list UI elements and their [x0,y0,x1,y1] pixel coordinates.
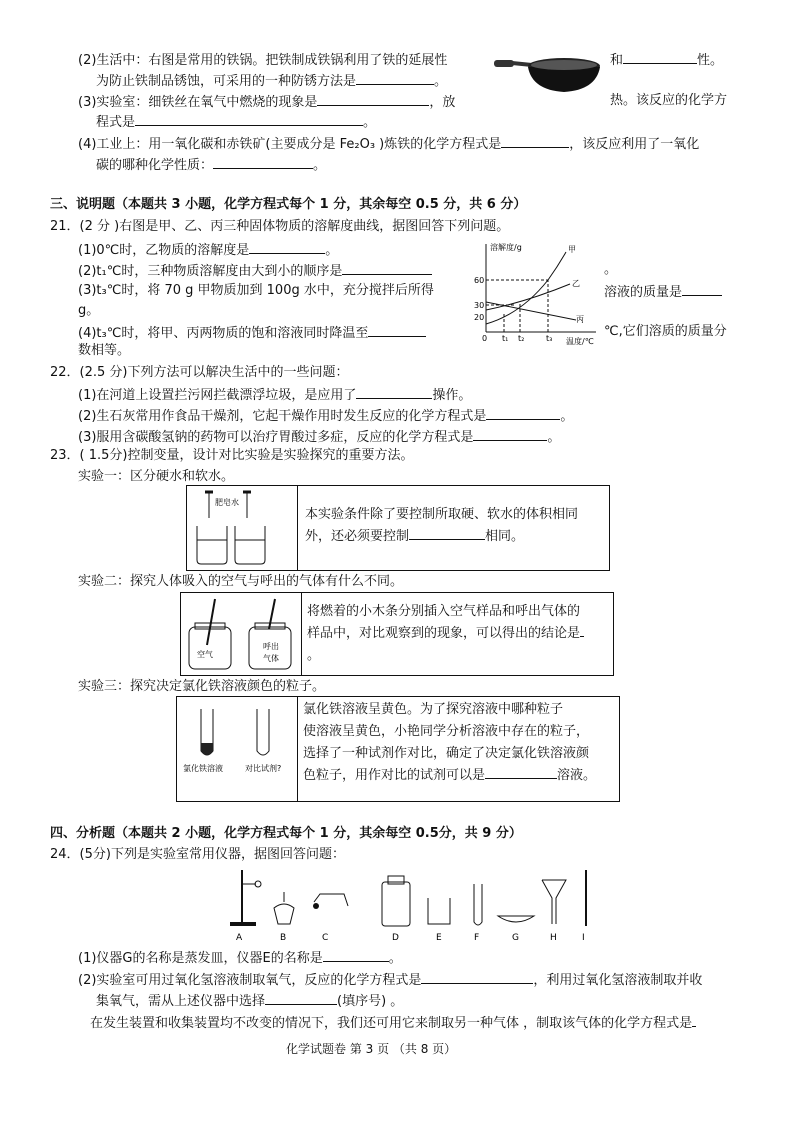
exp1-t3: 相同。 [485,529,525,544]
q21-l1a: (1)0℃时，乙物质的溶解度是 [78,243,250,258]
exp3-img-compare: 对比试剂? [245,764,282,773]
instrument-label-e: E [436,933,442,943]
xtick-t1: t₁ [502,334,509,343]
q21-line3-right [604,282,722,302]
q20-l2e: 。 [434,74,448,89]
q22-line1 [78,385,471,405]
xtick-0: 0 [482,334,488,343]
q24-l1b: 。 [388,951,402,966]
q21-line4b [78,342,130,360]
answer-blank[interactable] [213,155,313,169]
q21-l2a: (2)t₁℃时，三种物质溶解度由大到小的顺序是 [78,264,343,279]
x-axis-label: 温度/℃ [566,337,594,346]
exp3-text [303,699,617,787]
q21-l1b: 。 [325,243,339,258]
q20-l4b: ，该反应利用了一氧化 [569,137,700,152]
lab-instruments-image [222,862,602,946]
q20-l3b: ，放 [429,95,456,110]
q24-line2 [78,970,702,990]
exp1-text [305,504,605,548]
q20-l3d: 程式是 [96,115,136,130]
table-divider [301,593,302,675]
page-footer: 化学试题卷 第 3 页 （共 8 页） [286,1042,457,1056]
exp3-t4: 色粒子，用作对比的试剂可以是 [303,768,486,783]
answer-blank[interactable] [249,240,325,254]
exp1-beakers-image [189,488,295,568]
curve-yi [486,284,570,310]
answer-blank[interactable] [580,623,584,637]
exp2-img-air: 空气 [197,650,213,659]
answer-blank[interactable] [409,526,485,540]
answer-blank[interactable] [421,970,533,984]
section-3-title: 三、说明题（本题共 3 小题，化学方程式每个 1 分，其余每空 0.5 分，共 6 分） [50,197,527,212]
exp2-img-exhaled-2: 气体 [263,654,279,663]
answer-blank[interactable] [501,134,569,148]
exp2-jars-image [183,595,299,673]
label-jia: 甲 [568,245,576,254]
q22-line2 [78,406,573,426]
q20-line3b [96,112,376,132]
q20-l2c: 性。 [697,53,724,68]
answer-blank[interactable] [485,765,557,779]
q20-line2b [96,71,447,91]
q20-line3 [78,92,455,112]
exp2-t3: 。 [307,648,321,663]
q20-line2 [78,50,447,70]
answer-blank[interactable] [356,71,434,85]
label-bing: 丙 [576,315,584,324]
instrument-label-d: D [392,933,399,943]
q22-head: 22．(2.5 分)下列方法可以解决生活中的一些问题： [50,365,349,380]
exp2-img-exhaled-1: 呼出 [263,642,279,651]
q21-l4c: 数相等。 [78,343,131,358]
exp2-text [307,601,609,667]
q24-l1a: (1)仪器G的名称是蒸发皿，仪器E的名称是 [78,951,323,966]
instrument-label-h: H [550,933,557,943]
q22-l1b: 操作。 [432,388,472,403]
answer-blank[interactable] [323,948,389,962]
q22-l3a: (3)服用含碳酸氢钠的药物可以治疗胃酸过多症，反应的化学方程式是 [78,430,474,445]
q20-l3a: (3)实验室：细铁丝在氧气中燃烧的现象是 [78,95,318,110]
table-divider [297,486,298,570]
xtick-t2: t₂ [518,334,525,343]
answer-blank[interactable] [265,991,337,1005]
iron-wok-image [492,50,604,96]
q20-l2b: 和 [610,53,624,68]
q24-line2b [96,991,403,1011]
q21-l4b: ℃,它们溶质的质量分 [604,324,727,339]
answer-blank[interactable] [342,261,432,275]
answer-blank[interactable] [356,385,432,399]
exp3-img-fecl3: 氯化铁溶液 [183,764,223,773]
q22-l1a: (1)在河道上设置拦污网拦截漂浮垃圾，是应用了 [78,388,357,403]
q21-head-text: 21．(2 分 )右图是甲、乙、丙三种固体物质的溶解度曲线，据图回答下列问题。 [50,219,510,234]
q21-line4-right [604,323,727,341]
q20-line4 [78,134,699,154]
q21-l3c: g。 [78,303,100,318]
q20-l2d: 为防止铁制品锈蚀，可采用的一种防锈方法是 [96,74,357,89]
instrument-label-g: G [512,933,519,943]
q23-head: 23．( 1.5分)控制变量，设计对比实验是实验探究的重要方法。 [50,448,414,463]
exp3-tubes-image [179,699,295,799]
q21-line4 [78,323,426,343]
exp3-t5: 溶液。 [557,768,597,783]
q22-l2a: (2)生石灰常用作食品干燥剂，它起干燥作用时发生反应的化学方程式是 [78,409,487,424]
answer-blank[interactable] [317,92,429,106]
exp2-t2: 样品中，对比观察到的现象，可以得出的结论是 [307,626,581,641]
exp2-table [180,592,614,676]
q24-line1 [78,948,402,968]
exp1-img-label: 肥皂水 [215,498,239,507]
q21-line2-end [604,261,617,279]
exp1-t2: 外，还必须要控制 [305,529,410,544]
section-4-title: 四、分析题（本题共 2 小题，化学方程式每个 1 分，其余每空 0.5分，共 9 分） [50,826,522,841]
ytick-20: 20 [474,313,485,322]
q22-l2b: 。 [560,409,574,424]
instrument-label-a: A [236,933,243,943]
ytick-60: 60 [474,276,485,285]
q22-l3b: 。 [547,430,561,445]
label-yi: 乙 [572,279,580,288]
q24-l2d: (填序号) 。 [337,994,404,1009]
q22-line3 [78,427,560,447]
instrument-label-b: B [280,933,287,943]
answer-blank[interactable] [473,427,547,441]
curve-jia [486,252,566,324]
q20-l2a: (2)生活中：右图是常用的铁锅。把铁制成铁锅利用了铁的延展性 [78,53,448,68]
answer-blank[interactable] [623,50,697,64]
q24-l2b: ，利用过氧化氢溶液制取并收 [533,973,703,988]
answer-blank[interactable] [692,1013,696,1027]
q20-l3c: 热。该反应的化学方 [610,93,728,108]
q23-exp1-title: 实验一：区分硬水和软水。 [78,469,235,484]
q21-line2 [78,261,432,281]
curve-bing [486,302,576,320]
q21-line1 [78,240,338,260]
q24-line3 [90,1013,696,1033]
q21-line3 [78,282,434,300]
ytick-30: 30 [474,301,485,310]
q24-l2a: (2)实验室可用过氧化氢溶液制取氧气，反应的化学方程式是 [78,973,422,988]
instrument-label-f: F [474,933,480,943]
exp2-t1: 将燃着的小木条分别插入空气样品和呼出气体的 [307,604,581,619]
q24-l3: 在发生装置和收集装置均不改变的情况下，我们还可用它来制取另一种气体 ，制取该气体的化学方程式是 [90,1016,693,1031]
q20-l4a: (4)工业上：用一氧化碳和赤铁矿(主要成分是 Fe₂O₃ )炼铁的化学方程式是 [78,137,502,152]
xtick-t3: t₃ [546,334,553,343]
q21-l3a: (3)t₃℃时，将 70 g 甲物质加到 100g 水中，充分搅拌后所得 [78,283,434,298]
q21-head [50,218,509,236]
q20-l3e: 。 [363,115,377,130]
solubility-chart [466,240,602,348]
exp1-t1: 本实验条件除了要控制所取硬、软水的体积相同 [305,507,579,522]
instrument-label-i: I [582,933,585,943]
q20-line4b [96,155,326,175]
exp3-t2: 使溶液呈黄色，小艳同学分析溶液中存在的粒子， [303,724,590,739]
answer-blank[interactable] [368,323,426,337]
q23-exp3-title: 实验三：探究决定氯化铁溶液颜色的粒子。 [78,679,326,694]
answer-blank[interactable] [135,112,363,126]
q21-line3b [78,302,99,320]
q20-line3-right [610,92,727,110]
answer-blank[interactable] [486,406,560,420]
q24-l2c: 集氧气，需从上述仪器中选择 [96,994,266,1009]
exp3-table [176,696,620,802]
table-divider [297,697,298,801]
q21-l2b: 。 [604,262,618,277]
q23-exp2-title: 实验二：探究人体吸入的空气与呼出的气体有什么不同。 [78,574,404,589]
q20-line2-right [610,50,723,70]
y-axis-label: 溶解度/g [490,243,522,252]
q20-l4c: 碳的哪种化学性质： [96,158,214,173]
exp3-t3: 选择了一种试剂作对比，确定了决定氯化铁溶液颜 [303,746,590,761]
answer-blank[interactable] [682,282,722,296]
q21-l3b: 溶液的质量是 [604,285,683,300]
q20-l4d: 。 [313,158,327,173]
exp3-t1: 氯化铁溶液呈黄色。为了探究溶液中哪种粒子 [303,702,564,717]
q21-l4a: (4)t₃℃时，将甲、丙两物质的饱和溶液同时降温至 [78,326,369,341]
q24-head: 24．(5分)下列是实验室常用仪器，据图回答问题： [50,847,345,862]
instrument-label-c: C [322,933,329,943]
exp1-table [186,485,610,571]
